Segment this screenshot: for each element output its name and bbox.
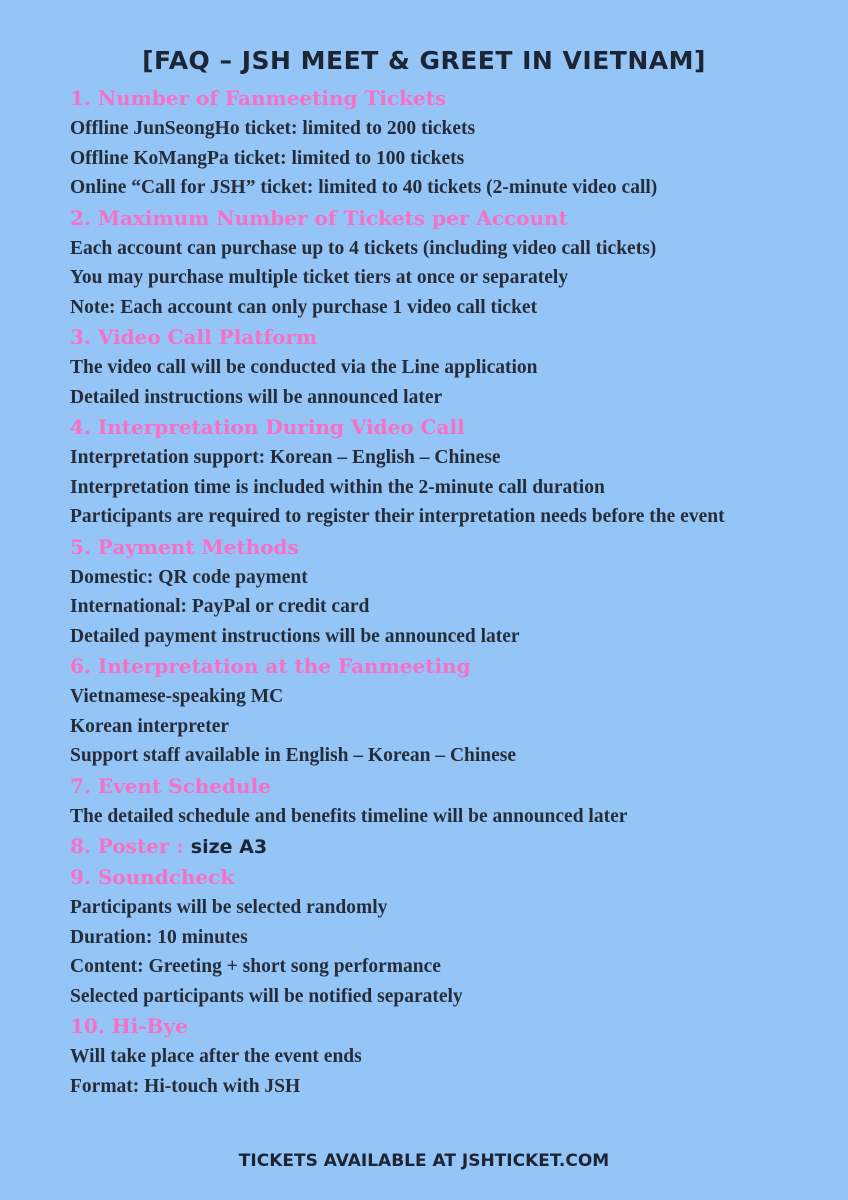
faq-section (70, 862, 830, 1011)
faq-section (70, 322, 830, 412)
section-line: Content: Greeting + short song performance (70, 956, 441, 977)
faq-content (70, 83, 830, 1101)
section-heading: 10. Hi-Bye (70, 1014, 188, 1038)
section-heading: 9. Soundcheck (70, 865, 235, 889)
section-line: You may purchase multiple ticket tiers at once or separately (70, 267, 569, 288)
section-line: International: PayPal or credit card (70, 596, 370, 617)
faq-section (70, 651, 830, 771)
section-line: Interpretation support: Korean – English – Chinese (70, 447, 501, 468)
section-line: Online “Call for JSH” ticket: limited to 40 tickets (2-minute video call) (70, 177, 658, 198)
section-heading: 5. Payment Methods (70, 534, 299, 559)
page-title: [FAQ – JSH MEET & GREET IN VIETNAM] (142, 46, 706, 75)
section-line: Interpretation time is included within the 2-minute call duration (70, 476, 605, 498)
section-line: Participants are required to register their interpretation needs before the event (70, 506, 725, 527)
section-heading-label: 8. Poster : (70, 834, 191, 858)
faq-section (70, 1011, 830, 1101)
section-line: Selected participants will be notified separately (70, 985, 463, 1007)
section-line: Domestic: QR code payment (70, 566, 308, 588)
faq-section (70, 203, 830, 323)
section-line: Detailed instructions will be announced later (70, 386, 443, 408)
section-line: Offline JunSeongHo ticket: limited to 200 tickets (70, 118, 476, 139)
section-line: Korean interpreter (70, 715, 230, 737)
faq-section (70, 83, 830, 203)
poster-size-value: size A3 (190, 836, 268, 858)
section-line: Will take place after the event ends (70, 1046, 362, 1067)
section-line: Note: Each account can only purchase 1 video call ticket (70, 296, 538, 318)
section-line: Participants will be selected randomly (70, 897, 388, 918)
section-heading: 2. Maximum Number of Tickets per Account (70, 205, 568, 230)
section-line: Duration: 10 minutes (70, 926, 248, 948)
section-line: Support staff available in English – Korean – Chinese (70, 745, 517, 766)
faq-section (70, 412, 830, 532)
section-line: Format: Hi-touch with JSH (70, 1075, 301, 1097)
section-heading: 7. Event Schedule (70, 773, 271, 798)
section-line: Vietnamese-speaking MC (70, 686, 284, 707)
section-line: Offline KoMangPa ticket: limited to 100 tickets (70, 147, 465, 169)
faq-section (70, 831, 830, 862)
section-line: The video call will be conducted via the Line application (70, 357, 538, 378)
section-heading: 3. Video Call Platform (70, 325, 318, 349)
section-line: The detailed schedule and benefits timeline will be announced later (70, 805, 628, 827)
ticket-footer: TICKETS AVAILABLE AT JSHTICKET.COM (238, 1151, 610, 1171)
faq-section (70, 771, 830, 832)
section-heading (70, 831, 830, 862)
section-heading: 4. Interpretation During Video Call (70, 415, 465, 439)
section-line: Each account can purchase up to 4 tickets (including video call tickets) (70, 237, 657, 259)
section-heading: 6. Interpretation at the Fanmeeting (70, 654, 471, 678)
section-heading: 1. Number of Fanmeeting Tickets (70, 86, 447, 110)
section-line: Detailed payment instructions will be announced later (70, 625, 520, 647)
faq-section (70, 532, 830, 652)
